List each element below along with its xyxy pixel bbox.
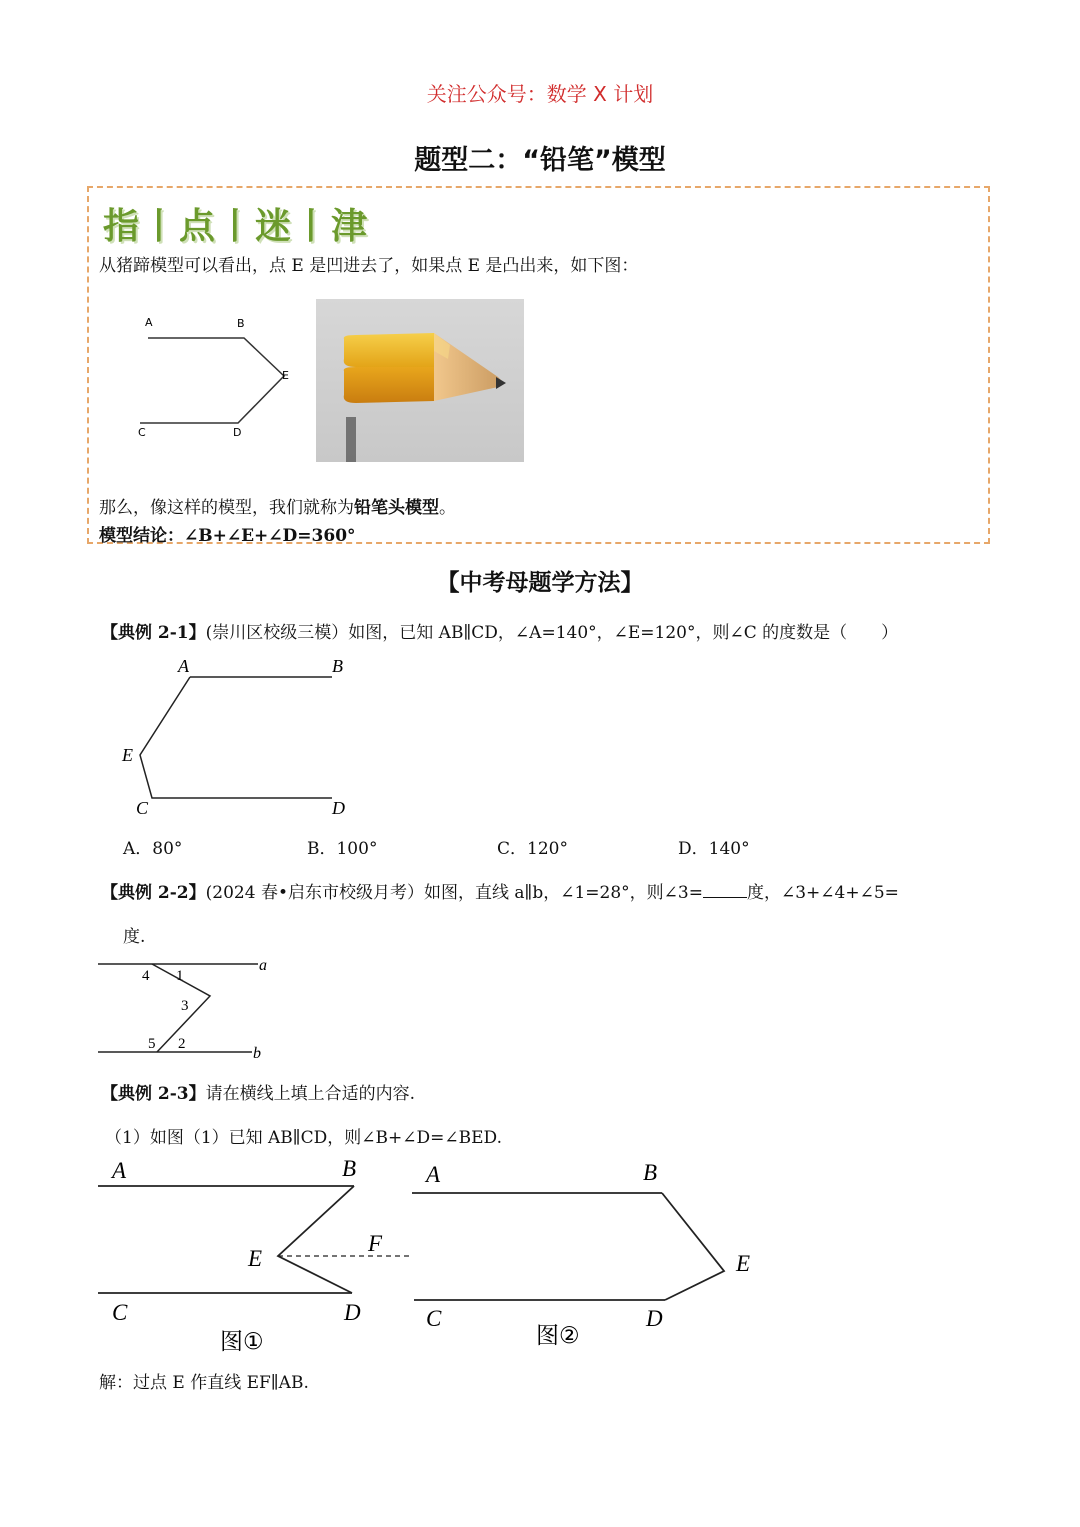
diagram-label-a: A	[145, 316, 153, 329]
tip-conclusion-prefix: 那么，像这样的模型，我们就称为	[99, 498, 354, 518]
tip-result	[99, 521, 356, 546]
fig2-label-e: E	[736, 1251, 751, 1276]
example-2-2-diagram	[92, 955, 282, 1065]
diagram-label-b: B	[237, 317, 245, 330]
option-c: C．120°	[497, 839, 568, 859]
option-b: B．100°	[307, 839, 378, 859]
header-note: 关注公众号：数学 X 计划	[426, 82, 654, 106]
ex1-label-b: B	[332, 656, 343, 676]
ex1-label-e: E	[122, 745, 133, 765]
answer-blank[interactable]	[703, 881, 747, 898]
tip-result-formula: ∠B+∠E+∠D=360°	[184, 526, 356, 546]
tip-conclusion	[99, 493, 456, 518]
ex2-label-3: 3	[181, 998, 189, 1014]
fig1-label-a: A	[112, 1158, 127, 1183]
example-2-2-text-1: (2024 春•启东市校级月考）如图，直线 a∥b，∠1=28°，则∠3=	[205, 883, 703, 903]
tip-result-label: 模型结论：	[99, 526, 184, 546]
figure-1-caption: 图①	[220, 1329, 264, 1355]
example-2-1-diagram	[110, 652, 360, 822]
example-2-2-text-2: 度，∠3+∠4+∠5=	[746, 883, 899, 903]
figure-1	[90, 1150, 420, 1360]
example-2-2-label: 【典例 2-2】	[101, 883, 206, 903]
ex2-label-1: 1	[176, 968, 184, 984]
option-d: D．140°	[678, 839, 750, 859]
example-2-2-question	[101, 878, 899, 903]
tip-heading: 指丨点丨迷丨津	[103, 206, 370, 247]
fig1-label-b: B	[342, 1156, 357, 1181]
ex1-label-c: C	[136, 798, 149, 818]
tip-conclusion-suffix: 。	[439, 498, 456, 518]
example-2-1-label: 【典例 2-1】	[101, 623, 206, 643]
fig1-label-d: D	[344, 1300, 361, 1325]
solution-text: 解：过点 E 作直线 EF∥AB.	[99, 1373, 309, 1393]
fig1-label-c: C	[112, 1300, 128, 1325]
fig2-label-a: A	[426, 1162, 441, 1187]
fig2-label-b: B	[643, 1160, 658, 1185]
ex2-label-4: 4	[142, 968, 150, 984]
diagram-label-c: C	[138, 426, 146, 439]
pencil-image	[316, 299, 524, 462]
ex2-label-b: b	[253, 1045, 261, 1062]
example-2-3-part1: （1）如图（1）已知 AB∥CD，则∠B+∠D=∠BED.	[105, 1128, 502, 1148]
tip-conclusion-term: 铅笔头模型	[354, 498, 439, 518]
example-2-2-line2: 度.	[123, 927, 146, 947]
fig1-label-e: E	[248, 1246, 263, 1271]
figure-2-caption: 图②	[536, 1323, 580, 1349]
example-2-3-question	[101, 1079, 415, 1104]
example-2-3-label: 【典例 2-3】	[101, 1084, 206, 1104]
option-a: A．80°	[123, 839, 183, 859]
tip-intro: 从猪蹄模型可以看出，点 E 是凹进去了，如果点 E 是凸出来，如下图：	[99, 256, 639, 276]
ex1-label-a: A	[178, 656, 189, 676]
pencil-model-diagram	[130, 310, 300, 440]
example-2-1-text: (崇川区校级三模）如图，已知 AB∥CD，∠A=140°，∠E=120°，则∠C 的度数是（ ）	[205, 623, 899, 643]
diagram-label-d: D	[233, 426, 242, 439]
example-2-1-question	[101, 618, 898, 643]
fig2-label-d: D	[646, 1306, 663, 1331]
fig2-label-c: C	[426, 1306, 442, 1331]
figure-2	[400, 1150, 770, 1360]
example-2-3-text: 请在横线上填上合适的内容.	[205, 1084, 416, 1104]
ex2-label-5: 5	[148, 1036, 156, 1052]
section-title: 【中考母题学方法】	[436, 570, 644, 596]
ex2-label-2: 2	[178, 1036, 186, 1052]
fig1-label-f: F	[368, 1231, 383, 1256]
ex2-label-a: a	[259, 957, 267, 974]
ex1-label-d: D	[332, 798, 345, 818]
diagram-label-e: E	[282, 369, 289, 382]
page-title: 题型二：“铅笔”模型	[414, 145, 666, 176]
